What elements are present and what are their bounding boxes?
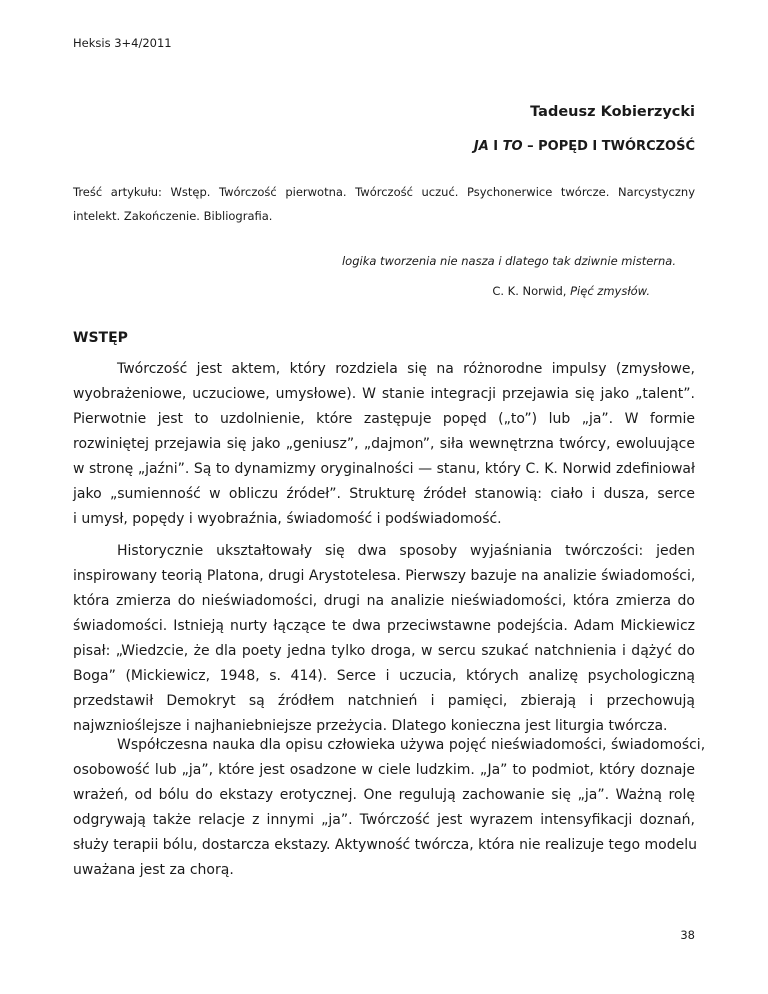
text-line: świadomości. Istnieją nurty łączące te dwa przeciwstawne podejścia. Adam Mickiewicz: [73, 618, 695, 634]
text-line: służy terapii bólu, dostarcza ekstazy. Aktywność twórcza, która nie realizuje tego modelu: [73, 837, 697, 853]
text-line: Współczesna nauka dla opisu człowieka używa pojęć nieświadomości, świadomości,: [117, 737, 706, 753]
section-heading: WSTĘP: [73, 330, 128, 346]
text-line: Pierwotnie jest to uzdolnienie, które zastępuje popęd („to”) lub „ja”. W formie: [73, 411, 695, 427]
text-line: która zmierza do nieświadomości, drugi na analizie nieświadomości, która zmierza do: [73, 593, 695, 609]
text-line: rozwiniętej przejawia się jako „geniusz”, „dajmon”, siła wewnętrzna twórcy, ewoluujące: [73, 436, 695, 452]
title-part-to: TO: [502, 139, 523, 154]
text-line: wrażeń, od bólu do ekstazy erotycznej. One regulują zachowanie się „ja”. Ważną rolę: [73, 787, 695, 803]
text-line: najwznioślejsze i najhaniebniejsze przeżycia. Dlatego konieczna jest liturgia twórcza.: [73, 718, 668, 734]
text-line: odgrywają także relacje z innymi „ja”. Twórczość jest wyrazem intensyfikacji doznań,: [73, 812, 695, 828]
title-part-ja: JA: [473, 139, 489, 154]
motto-source: [492, 284, 650, 298]
text-line: uważana jest za chorą.: [73, 862, 234, 878]
text-line: osobowość lub „ja”, które jest osadzone w ciele ludzkim. „Ja” to podmiot, który doznaje: [73, 762, 695, 778]
journal-header: Heksis 3+4/2011: [73, 36, 172, 50]
text-line: jako „sumienność w obliczu źródeł”. Strukturę źródeł stanowią: ciało i dusza, serce: [73, 486, 695, 502]
text-line: wyobrażeniowe, uczuciowe, umysłowe). W stanie integracji przejawia się jako „talent”.: [73, 386, 695, 402]
title-part-i: I: [488, 139, 503, 154]
text-line: Boga” (Mickiewicz, 1948, s. 414). Serce i uczucia, których analizę psychologiczną: [73, 668, 695, 684]
motto-source-author: C. K. Norwid,: [492, 284, 571, 298]
paragraph-3: [73, 733, 706, 883]
article-author: Tadeusz Kobierzycki: [530, 104, 695, 120]
abstract-line: Treść artykułu: Wstęp. Twórczość pierwotna. Twórczość uczuć. Psychonerwice twórcze. Narcystyczny: [73, 185, 695, 199]
article-abstract: [73, 180, 695, 228]
text-line: Historycznie ukształtowały się dwa sposoby wyjaśniania twórczości: jeden: [117, 543, 695, 559]
text-line: pisał: „Wiedzcie, że dla poety jedna tylko droga, w sercu szukać natchnienia i dążyć do: [73, 643, 695, 659]
article-title: [474, 139, 695, 154]
abstract-line: intelekt. Zakończenie. Bibliografia.: [73, 209, 273, 223]
text-line: inspirowany teorią Platona, drugi Arystotelesa. Pierwszy bazuje na analizie świadomości,: [73, 568, 696, 584]
motto-quote: logika tworzenia nie nasza i dlatego tak dziwnie misterna.: [341, 254, 676, 268]
paragraph-2: [73, 539, 695, 739]
title-part-rest: – POPĘD I TWÓRCZOŚĆ: [522, 139, 695, 154]
text-line: przedstawił Demokryt są źródłem natchnień i pamięci, zbierają i przechowują: [73, 693, 695, 709]
text-line: i umysł, popędy i wyobraźnia, świadomość i podświadomość.: [73, 511, 502, 527]
text-line: w stronę „jaźni”. Są to dynamizmy oryginalności — stanu, który C. K. Norwid zdefiniował: [73, 461, 695, 477]
page-number: 38: [680, 928, 695, 942]
paragraph-1: [73, 357, 695, 532]
motto-source-title: Pięć zmysłów.: [570, 284, 650, 298]
text-line: Twórczość jest aktem, który rozdziela się na różnorodne impulsy (zmysłowe,: [117, 361, 695, 377]
